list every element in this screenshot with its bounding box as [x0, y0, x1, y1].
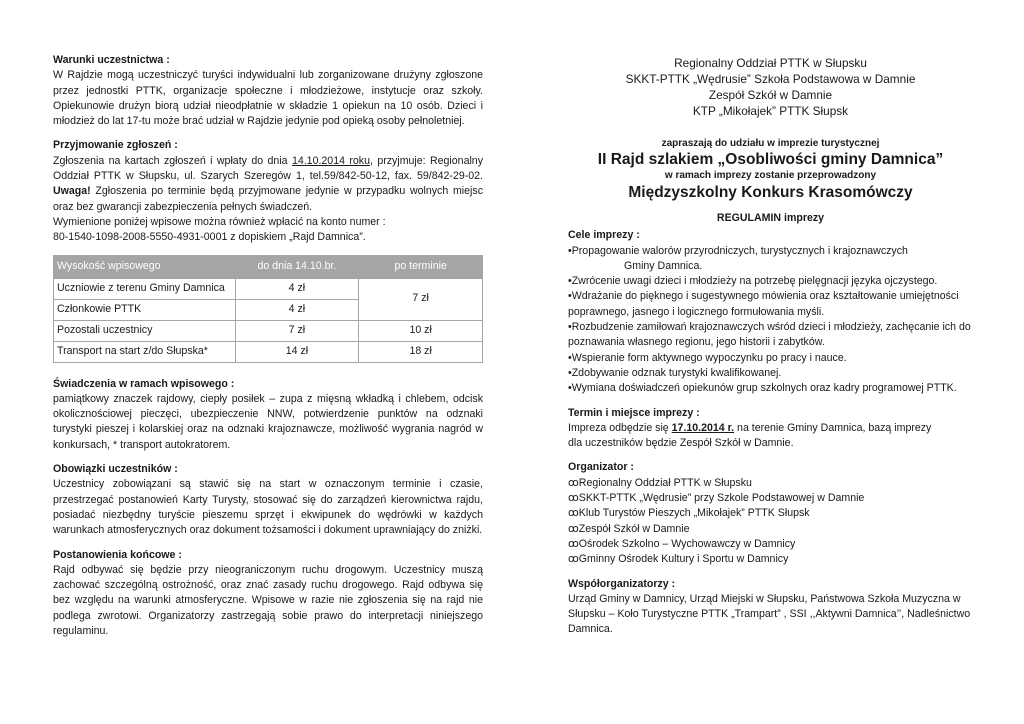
time-place-text-a: Impreza odbędzie się [568, 421, 672, 434]
organizer-name: Ośrodek Szkolno – Wychowawczy w Damnicy [578, 537, 796, 550]
organizer-name: Gminny Ośrodek Kultury i Sportu w Damnicy [578, 553, 789, 566]
list-item [568, 491, 973, 506]
list-item: •Wdrażanie do pięknego i sugestywnego mówienia oraz kształtowanie umiejętności poprawnego, jasnego i logicznego formułowania myśli. [568, 290, 959, 318]
list-item: •Zwrócenie uwagi dzieci i młodzieży na potrzebę pielęgnacji języka ojczystego. [568, 275, 938, 288]
conditions-text: W Rajdzie mogą uczestniczyć turyści indywidualni lub zorganizowane drużyny zgłoszone przez jednostki PTTK, organizacje społeczne i młodzieżowe, instytucje oraz szkoły. Opiekunowie drużyn biorą udział nieodpłatnie w składzie 1 opiekun na 10 osób. Dzieci i młodzież do lat 17-tu może brać udział w Rajdzie jedynie pod opieką osoby pełnoletniej. [53, 69, 483, 128]
duties-section [53, 462, 483, 538]
list-item: •Wymiana doświadczeń opiekunów grup szkolnych oraz kadry programowej PTTK. [568, 382, 957, 395]
applications-text-a: Zgłoszenia na kartach zgłoszeń i wpłaty do dnia [53, 154, 292, 167]
bullet-icon: ꝏ [568, 492, 579, 505]
fee-late: 10 zł [359, 320, 483, 341]
applications-warning: Uwaga! [53, 185, 91, 198]
final-text: Rajd odbywać się będzie przy nieograniczonym ruchu drogowym. Uczestnicy muszą zachować szczególną ostrożność, oraz znać zasady ruchu drogowego. Rajd odbywa się bez względu na warunki atmosferyczne. Wpisowe w razie nie zgłoszenia się na rajd nie podlega zwrotowi. Organizatorzy zastrzegają sobie prawo do interpretacji niniejszego regulaminu. [53, 563, 483, 638]
final-section [53, 548, 483, 640]
organizer-name: SKKT-PTTK „Wędrusie” przy Szkole Podstawowej w Damnie [578, 492, 865, 505]
right-column [568, 55, 973, 647]
list-item: •Propagowanie walorów przyrodniczych, turystycznych i krajoznawczych [568, 244, 908, 257]
organizer-name: Zespół Szkół w Damnie [578, 522, 690, 535]
org-line: KTP „Mikołajek” PTTK Słupsk [692, 104, 849, 118]
goals-section [568, 228, 973, 396]
benefits-heading: Świadczenia w ramach wpisowego : [53, 377, 235, 390]
fees-header-late: po terminie [359, 255, 483, 278]
regulations-heading: REGULAMIN imprezy [716, 212, 825, 224]
conditions-section [53, 53, 483, 129]
fees-header-row [54, 255, 483, 278]
fee-label: Członkowie PTTK [54, 299, 236, 320]
bullet-icon: ꝏ [568, 537, 579, 550]
fee-early: 4 zł [235, 299, 359, 320]
organizer-name: Regionalny Oddział PTTK w Słupsku [578, 476, 752, 489]
table-row [54, 278, 483, 299]
fee-label: Uczniowie z terenu Gminy Damnica [54, 278, 236, 299]
organizers-heading: Organizator : [568, 461, 634, 474]
fee-late: 18 zł [359, 341, 483, 362]
list-item [568, 506, 973, 521]
bullet-icon: ꝏ [568, 553, 579, 566]
fee-early: 4 zł [235, 278, 359, 299]
list-item [568, 522, 973, 537]
bullet-icon: ꝏ [568, 522, 579, 535]
invite-text: zapraszają do udziału w imprezie turystycznej [661, 138, 880, 149]
applications-section [53, 138, 483, 245]
time-place-line2: dla uczestników będzie Zespół Szkół w Damnie. [568, 437, 794, 450]
list-item-continued: Gminy Damnica. [624, 259, 703, 272]
organizers-section [568, 460, 973, 567]
left-column [53, 53, 483, 648]
list-item: •Zdobywanie odznak turystyki kwalifikowanej. [568, 366, 782, 379]
contest-title: Międzyszkolny Konkurs Krasomówczy [628, 184, 913, 201]
applications-account-number: 80-1540-1098-2008-5550-4931-0001 z dopiskiem „Rajd Damnica”. [53, 231, 366, 244]
event-subtitle: w ramach imprezy zostanie przeprowadzony [664, 170, 877, 181]
co-organizers-section [568, 577, 973, 638]
event-title: II Rajd szlakiem „Osobliwości gminy Damnica” [597, 151, 944, 168]
time-place-section [568, 406, 973, 452]
org-line: Zespół Szkół w Damnie [708, 88, 833, 102]
applications-deadline: 14.10.2014 roku [291, 154, 370, 167]
time-place-text [568, 421, 973, 436]
fee-label: Transport na start z/do Słupska* [54, 341, 236, 362]
org-line: SKKT-PTTK „Wędrusie” Szkoła Podstawowa w Damnie [625, 72, 916, 86]
time-place-heading: Termin i miejsce imprezy : [568, 406, 700, 419]
applications-text-c: Zgłoszenia po terminie będą przyjmowane jedynie w przypadku wolnych miejsc oraz bez gwarancji zabezpieczenia pełnych świadczeń. [53, 185, 483, 213]
goals-heading: Cele imprezy : [568, 229, 640, 242]
bullet-icon: ꝏ [568, 476, 579, 489]
duties-text: Uczestnicy zobowiązani są stawić się na start w oznaczonym terminie i czasie, przestrzegać postanowień Karty Turysty, stosować się do zarządzeń kierownictwa rajdu, posiadać niezbędny turyście pieszemu sprzęt i ekwipunek do wędrówki w każdych warunkach atmosferycznych oraz dokument tożsamości i dokument uprawniający do zniżki. [53, 478, 483, 537]
bullet-icon: ꝏ [568, 507, 579, 520]
list-item [568, 476, 973, 491]
table-row [54, 341, 483, 362]
conditions-heading: Warunki uczestnictwa : [53, 54, 170, 66]
list-item: •Rozbudzenie zamiłowań krajoznawczych wśród dzieci i młodzieży, zachęcanie ich do poznawania własnego regionu, jego historii i zabytków. [568, 321, 971, 349]
fee-late: 7 zł [359, 278, 483, 320]
list-item [568, 552, 973, 567]
final-heading: Postanowienia końcowe : [53, 548, 182, 561]
table-row [54, 320, 483, 341]
fee-early: 14 zł [235, 341, 359, 362]
fees-table [53, 255, 483, 363]
benefits-text: pamiątkowy znaczek rajdowy, ciepły posiłek – zupa z mięsną wkładką i chlebem, odcisk okolicznościowej pieczęci, ubezpieczenie NNW, potwierdzenie punktów na odznaki turystyki pieszej i kolarskiej oraz na odznaki krajoznawcze, możliwość wygrania nagród w konkursach, * transport autokratorem. [53, 392, 483, 451]
fee-label: Pozostali uczestnicy [54, 320, 236, 341]
applications-text-b: , przyjmuje: Regionalny Oddział PTTK w Słupsku, ul. Szarych Szeregów 1, tel.59/842-50-12, fax. 59/842-29-02. [53, 154, 484, 183]
org-line: Regionalny Oddział PTTK w Słupsku [674, 56, 867, 70]
list-item [568, 537, 973, 552]
fees-header-early: do dnia 14.10.br. [235, 255, 359, 278]
list-item: •Wspieranie form aktywnego wypoczynku po pracy i nauce. [568, 351, 847, 364]
applications-text [53, 154, 483, 215]
duties-heading: Obowiązki uczestników : [53, 463, 178, 476]
time-place-text-b: na terenie Gminy Damnica, bazą imprezy [734, 421, 932, 434]
applications-heading: Przyjmowanie zgłoszeń : [53, 139, 178, 152]
event-date: 17.10.2014 r. [671, 421, 735, 434]
co-organizers-text: Urząd Gminy w Damnicy, Urząd Miejski w Słupsku, Państwowa Szkoła Muzyczna w Słupsku – Koło Turystyczne PTTK „Trampart” , SSI ,,Aktywni Damnica’’, Nadleśnictwo Damnica. [568, 592, 971, 636]
fee-early: 7 zł [235, 320, 359, 341]
benefits-section [53, 377, 483, 453]
organizer-name: Klub Turystów Pieszych „Mikołajek” PTTK Słupsk [578, 507, 810, 520]
applications-account-intro: Wymienione poniżej wpisowe można również wpłacić na konto numer : [53, 215, 386, 228]
organizer-header [568, 55, 973, 119]
co-organizers-heading: Współorganizatorzy : [568, 577, 676, 590]
fees-header-label: Wysokość wpisowego [54, 255, 236, 278]
